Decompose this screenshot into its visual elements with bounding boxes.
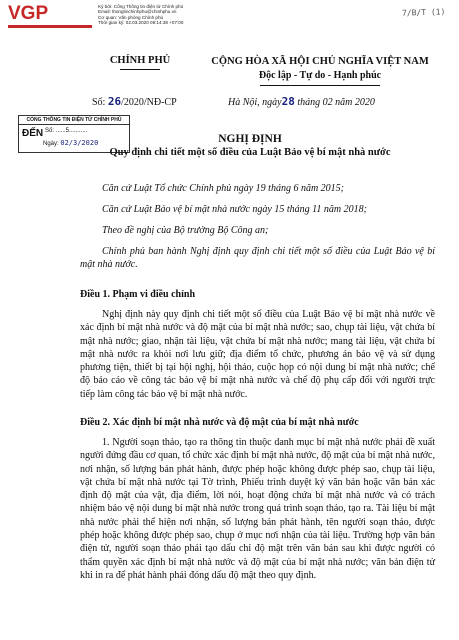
issuer-name: CHÍNH PHỦ xyxy=(109,55,171,66)
title-sub: Quy định chi tiết một số điều của Luật Bảo vệ bí mật nhà nước xyxy=(109,147,391,158)
place-date xyxy=(228,95,375,108)
preamble-4: Chính phủ ban hành Nghị định quy định chi tiết một số điều của Luật Bảo vệ bí mật nhà nước. xyxy=(80,246,435,271)
so-suffix: /2020/NĐ-CP xyxy=(121,97,177,108)
place-prefix: Hà Nội, ngày xyxy=(228,97,282,108)
stamp-org: CỔNG THÔNG TIN ĐIỆN TỬ CHÍNH PHỦ xyxy=(19,116,129,125)
preamble-2: Căn cứ Luật Bảo vệ bí mật nhà nước ngày 15 tháng 11 năm 2018; xyxy=(102,204,367,215)
place-suffix: tháng 02 năm 2020 xyxy=(297,97,375,108)
stamp-number: Số: ......5........... xyxy=(45,128,88,134)
vgp-logo xyxy=(8,4,92,26)
so-label: Số: xyxy=(92,97,106,108)
digital-signature-info xyxy=(98,4,183,26)
preamble-1: Căn cứ Luật Tổ chức Chính phủ ngày 19 tháng 6 năm 2015; xyxy=(102,183,345,194)
signer-org: Cơ quan: Văn phòng Chính phủ xyxy=(98,14,164,20)
article-2-body: 1. Người soạn thảo, tạo ra thông tin thuộc danh mục bí mật nhà nước phải đề xuất người đứng đầu cơ quan, tổ chức xác định bí mật nhà nước, độ mật của bí mật nhà nước, nơi nhận, số lượng bản phát hành, được phép hoặc không được phép sao, chụp tài liệu, vật chứa bí mật nhà nước tại Tờ trình, Phiếu trình duyệt ký văn bản hoặc văn bản xác định độ mật của vật, địa điểm, lời nói, hoạt động chứa bí mật nhà nước và có trách nhiệm bảo vệ nội dung bí mật nhà nước trong quá trình soạn thảo, tạo ra. Tài liệu bí mật nhà nước phải thể hiện nơi nhận, số lượng bản phát hành, tên người soạn thảo, được phép hoặc không được phép sao, chụp ở mục nơi nhận của tài liệu. Trường hợp văn bản điện tử, người soạn thảo phải tạo dấu chỉ độ mật trên văn bản sau khi được người có thẩm quyền xác định bí mật nhà nước và độ mật của bí mật nhà nước; văn bản điện tử khi in ra để phát hành phải đóng dấu độ mật theo quy định. xyxy=(80,437,435,581)
stamp-date-label: Ngày: xyxy=(43,141,59,147)
logo-text: VGP xyxy=(8,3,49,24)
signer-line: Ký bởi: Cổng Thông tin điện tử Chính phủ xyxy=(98,4,184,9)
stamp-date-value: 02/3/2020 xyxy=(60,139,99,147)
national-motto-block xyxy=(200,55,440,86)
signer-time: Thời gian ký: 02.03.2020 09:14:38 +07:00 xyxy=(98,20,184,26)
motto: Độc lập - Tự do - Hạnh phúc xyxy=(258,70,382,81)
handwritten-corner-note: 7/B/T (1) xyxy=(401,7,446,18)
logo-underline xyxy=(8,25,92,28)
signer-email: Email: thongtinchinhphu@chinhphu.vn xyxy=(98,9,177,15)
stamp-den: ĐẾN xyxy=(22,128,44,139)
so-number: 26 xyxy=(107,95,122,108)
motto-underline xyxy=(260,85,380,86)
decree-title xyxy=(60,133,440,159)
article-1-body: Nghị định này quy định chi tiết một số điều của Luật Bảo vệ bí mật nhà nước về xác định bí mật nhà nước và độ mật của bí mật nhà nước; sao, chụp tài liệu, vật chứa bí mật nhà nước; giao, nhận tài liệu, vật chứa bí mật nhà nước; mang tài liệu, vật chứa bí mật nhà nước ra khỏi nơi lưu giữ; địa điểm tổ chức, phương án bảo vệ và sử dụng phương tiện, thiết bị tại hội nghị, hội thảo, cuộc họp có nội dung bí mật nhà nước; chế độ báo cáo về công tác bảo vệ bí mật nhà nước và chế độ phụ cấp đối với người trực tiếp làm công tác bảo vệ bí mật nhà nước. xyxy=(80,309,435,400)
issuer-block xyxy=(92,55,188,70)
title-main: NGHỊ ĐỊNH xyxy=(218,133,282,145)
place-day: 28 xyxy=(281,95,295,108)
preamble-3: Theo đề nghị của Bộ trưởng Bộ Công an; xyxy=(102,225,269,236)
article-1-heading: Điều 1. Phạm vi điều chỉnh xyxy=(80,289,196,300)
article-2-heading: Điều 2. Xác định bí mật nhà nước và độ mật của bí mật nhà nước xyxy=(80,417,359,428)
country-name: CỘNG HÒA XÃ HỘI CHỦ NGHĨA VIỆT NAM xyxy=(211,56,429,67)
document-number xyxy=(92,95,177,108)
issuer-underline xyxy=(120,69,160,70)
